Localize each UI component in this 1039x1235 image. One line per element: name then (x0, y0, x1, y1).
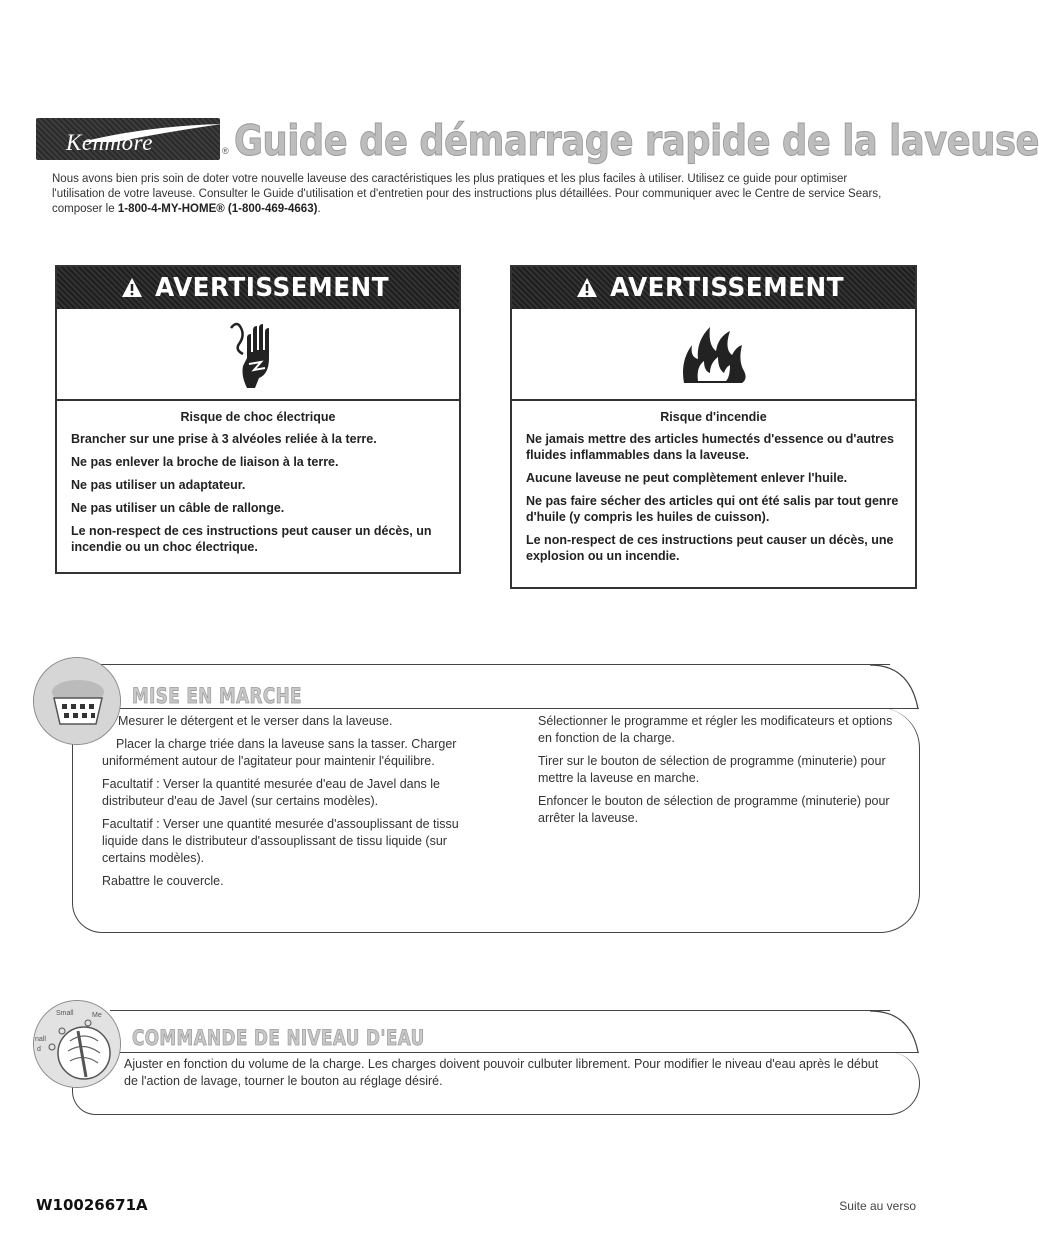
warning-line: Aucune laveuse ne peut complètement enlever l'huile. (526, 471, 848, 485)
knob-label: Me (92, 1012, 102, 1019)
warning-heading: AVERTISSEMENT (610, 273, 845, 303)
warning-line: Ne pas utiliser un adaptateur. (71, 478, 246, 492)
page-title: Guide de démarrage rapide de la laveuse (234, 116, 1039, 165)
section-corner (870, 1010, 920, 1056)
water-level-knob-icon (33, 1000, 121, 1088)
instruction-step: Placer la charge triée dans la laveuse sans la tasser. Charger uniformément autour de l'agitateur pour maintenir l'équilibre. (102, 737, 457, 768)
warning-box-fire (510, 265, 917, 589)
instruction-step: Mesurer le détergent et le verser dans la laveuse. (118, 714, 393, 728)
instruction-step: Enfoncer le bouton de sélection de programme (minuterie) pour arrêter la laveuse. (538, 794, 890, 825)
warning-body (57, 401, 459, 563)
brand-text: Kenmore (66, 130, 153, 155)
warning-triangle-icon (121, 277, 143, 299)
risk-title: Risque d'incendie (660, 410, 767, 424)
knob-label: Small (56, 1010, 74, 1017)
instruction-step: Sélectionner le programme et régler les modificateurs et options en fonction de la charge. (538, 714, 893, 745)
warning-line: Le non-respect de ces instructions peut causer un décès, une explosion ou un incendie. (526, 533, 894, 563)
warning-line: Ne jamais mettre des articles humectés d'essence ou d'autres fluides inflammables dans la laveuse. (526, 432, 894, 462)
section-text: Ajuster en fonction du volume de la charge. Les charges doivent pouvoir culbuter librement. Pour modifier le niveau d'eau après le début de l'action de lavage, tourner le bouton au réglage désiré. (124, 1057, 879, 1088)
section-top-rule (100, 664, 890, 665)
warning-line: Ne pas enlever la broche de liaison à la terre. (71, 455, 339, 469)
warning-line: Ne pas utiliser un câble de rallonge. (71, 501, 285, 515)
document-code: W10026671A (36, 1196, 148, 1214)
knob-label: d (37, 1046, 41, 1053)
instruction-step: Rabattre le couvercle. (102, 874, 224, 888)
section-corner (870, 664, 920, 714)
registered-mark: ® (222, 146, 229, 156)
knob-label: nall (35, 1036, 46, 1043)
section-title: MISE EN MARCHE (132, 684, 302, 708)
warning-header (512, 267, 915, 309)
intro-end: . (317, 203, 321, 215)
warning-box-electric (55, 265, 461, 574)
warning-triangle-icon (576, 277, 598, 299)
warning-line: Le non-respect de ces instructions peut causer un décès, un incendie ou un choc électrique. (71, 524, 432, 554)
kenmore-logo (36, 118, 220, 160)
intro-text: Nous avons bien pris soin de doter votre nouvelle laveuse des caractéristiques les plus pratiques et les plus faciles à utiliser. Utilisez ce guide pour optimiser l'utilisation de votre laveuse. Consulter le Guide d'utilisation et d'entretien pour des instructions plus détaillées. Pour communiquer avec le Centre de service Sears, composer le (52, 173, 882, 215)
warning-header (57, 267, 459, 309)
section-top-rule (110, 1010, 890, 1011)
instruction-step: Facultatif : Verser une quantité mesurée d'assouplissant de tissu liquide dans le distributeur d'assouplissant de tissu liquide (sur certains modèles). (102, 817, 459, 865)
intro-phone: 1-800-4-MY-HOME® (1-800-469-4663) (117, 203, 318, 215)
warning-body (512, 401, 915, 572)
electric-shock-hand-icon (57, 309, 459, 401)
warning-heading: AVERTISSEMENT (155, 273, 389, 303)
fire-flames-icon (512, 309, 915, 401)
instruction-step: Facultatif : Verser la quantité mesurée d'eau de Javel dans le distributeur d'eau de Javel (sur certains modèles). (102, 777, 441, 808)
risk-title: Risque de choc électrique (180, 410, 336, 424)
intro-paragraph (52, 172, 882, 217)
section-left-column (102, 713, 462, 896)
instruction-step: Tirer sur le bouton de sélection de programme (minuterie) pour mettre la laveuse en marche. (538, 754, 886, 785)
section-title: COMMANDE DE NIVEAU D'EAU (132, 1026, 425, 1050)
warning-line: Brancher sur une prise à 3 alvéoles reliée à la terre. (71, 432, 377, 446)
warning-line: Ne pas faire sécher des articles qui ont été salis par tout genre d'huile (y compris les huiles de cuisson). (526, 494, 899, 524)
continued-note: Suite au verso (839, 1199, 916, 1213)
section-right-column (538, 713, 898, 833)
